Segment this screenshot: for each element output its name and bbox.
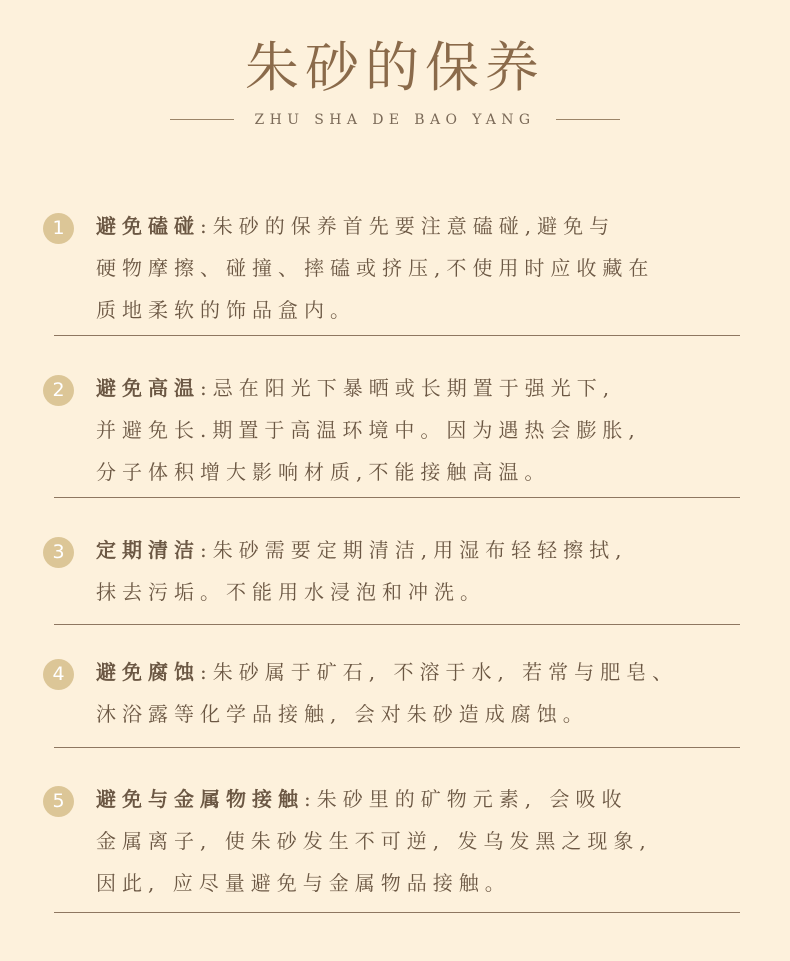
item-number-badge: 1: [43, 213, 74, 244]
page-title: 朱砂的保养: [245, 36, 545, 99]
item-line: 沐浴露等化学品接触, 会对朱砂造成腐蚀。: [96, 702, 589, 726]
item-heading: 定期清洁: [96, 538, 200, 562]
item-divider: [54, 335, 740, 336]
item-separator: :: [200, 660, 213, 684]
item-number-badge: 2: [43, 375, 74, 406]
item-text: 朱砂属于矿石, 不溶于水, 若常与肥皂、: [212, 660, 679, 684]
item-text: 朱砂需要定期清洁,用湿布轻轻擦拭,: [212, 538, 628, 562]
item-line: [96, 652, 678, 693]
item-separator: :: [304, 787, 317, 811]
item-line: 因此, 应尽量避免与金属物品接触。: [96, 871, 511, 895]
item-divider: [54, 747, 740, 748]
item-divider: [54, 912, 740, 913]
item-line: 金属离子, 使朱砂发生不可逆, 发乌发黑之现象,: [96, 829, 652, 853]
item-divider: [54, 497, 740, 498]
item-heading: 避免腐蚀: [96, 660, 200, 684]
item-heading: 避免高温: [96, 376, 200, 400]
item-text: 忌在阳光下暴晒或长期置于强光下,: [212, 376, 616, 400]
item-line: [96, 530, 627, 571]
item-text: 朱砂的保养首先要注意磕碰,避免与: [212, 214, 616, 238]
item-line: 抹去污垢。不能用水浸泡和冲洗。: [96, 580, 486, 604]
item-separator: :: [200, 376, 213, 400]
item-line: 分子体积增大影响材质,不能接触高温。: [96, 460, 551, 484]
item-line: [96, 779, 627, 820]
item-line: 并避免长.期置于高温环境中。因为遇热会膨胀,: [96, 418, 641, 442]
item-line: 质地柔软的饰品盒内。: [96, 298, 356, 322]
item-text: 朱砂里的矿物元素, 会吸收: [316, 787, 628, 811]
item-line: [96, 206, 615, 247]
item-number-badge: 5: [43, 786, 74, 817]
item-heading: 避免与金属物接触: [96, 787, 304, 811]
item-number-badge: 3: [43, 537, 74, 568]
subtitle-left-rule: [170, 119, 234, 120]
item-separator: :: [200, 538, 213, 562]
item-line: 硬物摩擦、碰撞、摔磕或挤压,不使用时应收藏在: [96, 256, 655, 280]
item-number-badge: 4: [43, 659, 74, 690]
item-line: [96, 368, 615, 409]
item-separator: :: [200, 214, 213, 238]
item-divider: [54, 624, 740, 625]
page-subtitle: ZHU SHA DE BAO YANG: [254, 112, 536, 128]
subtitle-row: [0, 110, 790, 130]
item-heading: 避免磕碰: [96, 214, 200, 238]
subtitle-right-rule: [556, 119, 620, 120]
